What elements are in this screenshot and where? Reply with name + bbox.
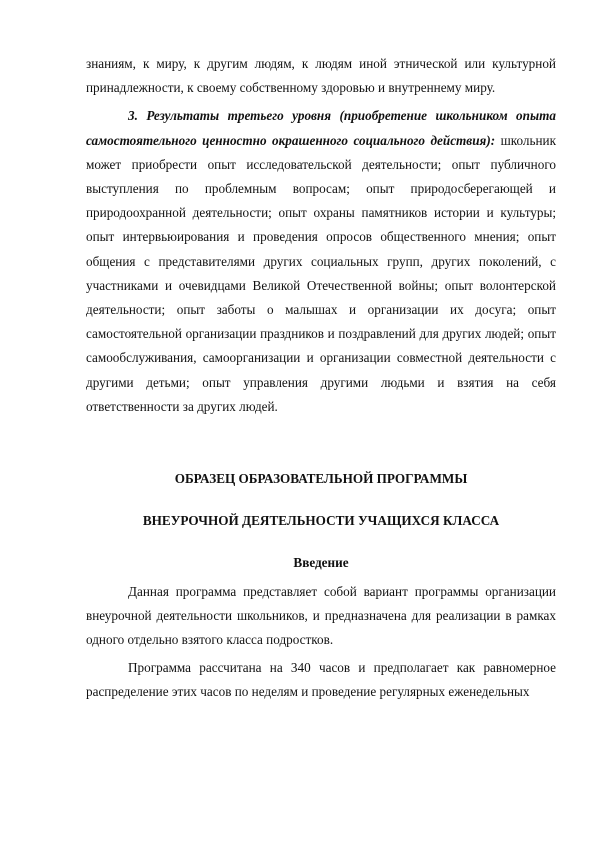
paragraph-program-hours: Программа рассчитана на 340 часов и предполагает как равномерное распределение этих часов по неделям и проведение регулярных еженедельных xyxy=(86,660,556,700)
spacer xyxy=(86,419,556,467)
level-three-text: школьник может приобрести опыт исследовательской деятельности; опыт публичного выступления по проблемным вопросам; опыт природосберегающей и природоохранной деятельности; опыт охраны памятников истории и культуры; опыт интервьюирования и проведения опросов общественного мнения; опыт общения с представителями других социальных групп, других поколений, с участниками и очевидцами Великой Отечественной войны; опыт волонтерской деятельности; опыт заботы о малышах и организации их досуга; опыт самостоятельной организации праздников и поздравлений для других людей; опыт самообслуживания, самоорганизации и организации совместной деятельности с другими детьми; опыт управления другими людьми и взятия на себя ответственности за других людей. xyxy=(86,132,557,414)
paragraph-level-three-results xyxy=(86,104,556,419)
spacer xyxy=(86,491,556,509)
program-title-line-2: ВНЕУРОЧНОЙ ДЕЯТЕЛЬНОСТИ УЧАЩИХСЯ КЛАССА xyxy=(142,513,500,529)
document-page xyxy=(86,52,556,705)
spacer xyxy=(86,533,556,551)
paragraph-program-description: Данная программа представляет собой вариант программы организации внеурочной деятельности школьников, и предназначена для реализации в рамках одного отдельно взятого класса подростков. xyxy=(86,583,556,648)
program-title-line-1: ОБРАЗЕЦ ОБРАЗОВАТЕЛЬНОЙ ПРОГРАММЫ xyxy=(174,471,468,487)
introduction-heading: Введение xyxy=(293,555,349,571)
level-three-heading: 3. Результаты третьего уровня (приобретение школьником опыта самостоятельного ценностно окрашенного социального действия): xyxy=(86,108,556,148)
paragraph-values: знаниям, к миру, к другим людям, к людям иной этнической или культурной принадлежности, к своему собственному здоровью и внутреннему миру. xyxy=(86,56,556,96)
